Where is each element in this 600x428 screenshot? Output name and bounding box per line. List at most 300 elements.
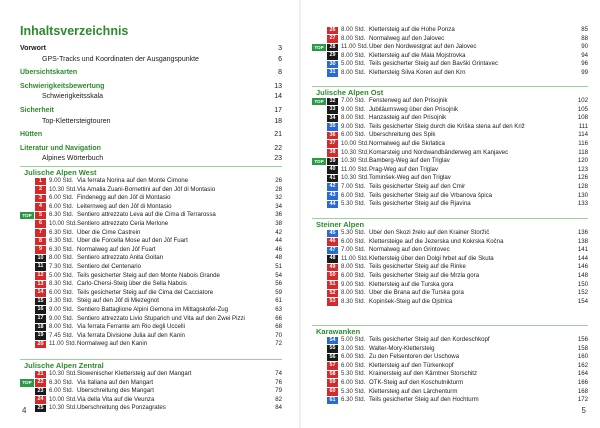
route-number-badge: 48	[327, 255, 338, 263]
top-tour-badge	[20, 195, 34, 202]
route-page: 133	[577, 200, 588, 208]
top-tour-badge: TOP	[20, 379, 34, 386]
route-number-badge: 26	[327, 27, 338, 35]
toc-entry-page: 6	[278, 55, 282, 63]
route-page: 114	[578, 131, 588, 139]
section-heading: Steiner Alpen	[312, 218, 588, 229]
route-page: 70	[275, 331, 282, 339]
toc-entry-page: 8	[278, 69, 282, 77]
route-name: Klettersteig auf den Türkenkopf	[369, 361, 454, 369]
route-name: Via della Vita auf die Veunza	[77, 395, 155, 403]
top-tour-badge	[20, 315, 34, 322]
route-row	[20, 340, 282, 349]
route-row	[312, 140, 588, 149]
route-page: 74	[275, 370, 282, 377]
route-number-badge: 10	[35, 255, 46, 263]
top-tour-badge	[312, 61, 326, 68]
route-name: Jubiläumsweg über den Prisojnik	[369, 105, 459, 113]
route-duration: 7.45 Std.	[49, 331, 74, 339]
route-number-badge: 38	[327, 149, 338, 157]
route-row	[312, 370, 588, 379]
toc-entry-title: Schwierigkeitsbewertung	[20, 82, 105, 90]
route-duration: 6.00 Std.	[341, 271, 366, 279]
route-name: Findenegg auf den Jôf di Montasio	[77, 194, 171, 202]
route-row	[20, 289, 282, 298]
top-tour-badge	[312, 247, 326, 254]
top-tour-badge: TOP	[312, 44, 326, 51]
route-page: 44	[275, 237, 282, 245]
route-duration: 9.00 Std.	[341, 105, 366, 113]
route-row	[312, 200, 588, 209]
route-number-badge: 32	[327, 98, 338, 106]
section-heading: Julische Alpen Zentral	[20, 359, 282, 370]
route-number-badge: 39	[327, 158, 338, 166]
route-row	[312, 106, 588, 115]
route-row	[312, 60, 588, 69]
route-duration: 3.30 Std.	[49, 297, 74, 305]
route-row	[20, 396, 282, 405]
top-tour-badge	[312, 290, 326, 297]
route-number-badge: 36	[327, 132, 338, 140]
top-tour-badge	[20, 371, 34, 378]
route-page: 46	[275, 245, 282, 253]
route-duration: 8.00 Std.	[341, 26, 366, 33]
route-duration: 6.30 Std.	[49, 228, 74, 236]
route-name: Teils gesicherter Steig auf den Kordeschkopf	[369, 336, 490, 343]
route-number-badge: 42	[327, 183, 338, 191]
route-number-badge: 37	[327, 140, 338, 148]
route-number-badge: 31	[327, 69, 338, 77]
route-row	[20, 280, 282, 289]
route-name: Komarsteig und Nordwandbänderweg am Kanjavec	[369, 148, 509, 156]
route-page: 108	[577, 114, 588, 122]
route-number-badge: 40	[327, 166, 338, 174]
route-duration: 3.00 Std.	[341, 344, 366, 352]
route-row	[20, 332, 282, 341]
route-duration: 6.00 Std.	[341, 237, 366, 245]
toc-entry-title: Hütten	[20, 131, 43, 139]
toc-entry-page: 3	[278, 45, 282, 52]
route-page: 152	[577, 289, 588, 297]
route-row	[312, 114, 588, 123]
top-tour-badge	[312, 238, 326, 245]
route-name: Über den Skozi žrelo auf den Krainer Storžič	[369, 229, 490, 236]
route-duration: 9.00 Std.	[49, 305, 74, 313]
route-number-badge: 24	[35, 396, 46, 404]
top-tour-badge	[20, 238, 34, 245]
route-row	[312, 131, 588, 140]
route-page: 82	[275, 395, 282, 403]
route-name: Via Italiana auf den Mangart	[77, 378, 154, 386]
route-duration: 10.00 Std.	[341, 139, 369, 147]
route-number-badge: 7	[35, 229, 46, 237]
route-duration: 6.30 Std.	[49, 211, 74, 219]
route-name: Teils gesicherter Steig auf den Hochturm	[369, 396, 479, 404]
top-tour-badge	[20, 388, 34, 395]
top-tour-badge	[312, 380, 326, 387]
route-number-badge: 50	[327, 272, 338, 280]
route-row	[312, 157, 588, 166]
route-duration: 6.30 Std.	[341, 396, 366, 404]
route-page: 56	[275, 280, 282, 288]
route-number-badge: 29	[327, 52, 338, 60]
route-page: 102	[577, 97, 588, 104]
top-tour-badge	[312, 298, 326, 305]
top-tour-badge	[20, 298, 34, 305]
route-page: 68	[275, 323, 282, 331]
route-number-badge: 34	[327, 115, 338, 123]
section-julische-alpen-zentral	[20, 359, 282, 413]
route-name: Klettersteig auf den Lärchenturm	[369, 387, 458, 395]
route-duration: 6.00 Std.	[49, 387, 74, 395]
route-name: Überschreitung des Mangart	[77, 387, 154, 395]
route-number-badge: 52	[327, 290, 338, 298]
route-duration: 11.00 Std.	[341, 43, 369, 51]
route-number-badge: 17	[35, 315, 46, 323]
route-name: Teils gesicherter Steig durch die Kriška stena auf den Križ	[369, 122, 525, 130]
route-number-badge: 22	[35, 379, 46, 387]
route-duration: 8.00 Std.	[341, 114, 366, 122]
route-row	[20, 297, 282, 306]
route-duration: 5.30 Std.	[341, 200, 366, 208]
route-name: Klettersteig auf die Turska gora	[369, 280, 454, 288]
top-tour-badge	[20, 307, 34, 314]
route-duration: 6.00 Std.	[341, 353, 366, 361]
route-duration: 8.00 Std.	[341, 263, 366, 271]
route-row	[20, 220, 282, 229]
toc-entry	[20, 130, 282, 141]
route-number-badge: 35	[327, 123, 338, 131]
route-name: Kopinšek-Steig auf die Ojstrica	[369, 297, 453, 305]
route-duration: 8.00 Std.	[341, 34, 366, 42]
route-row	[312, 123, 588, 132]
top-tour-badge	[312, 201, 326, 208]
route-row	[312, 281, 588, 290]
top-tour-badge	[20, 186, 34, 193]
route-name: Via Amalia Zuani-Bornettini auf den Jôf di Montasio	[77, 185, 216, 193]
route-row	[312, 174, 588, 183]
top-tour-badge	[20, 324, 34, 331]
route-name: Normalweg auf den Grintovec	[369, 246, 450, 254]
route-row	[20, 306, 282, 315]
route-name: Sentiero Battaglione Alpini Gemona im Mittagskofel-Zug	[77, 305, 229, 313]
top-tour-badge	[312, 115, 326, 122]
route-duration: 11.00 Std.	[341, 254, 369, 262]
toc-entry	[20, 92, 282, 103]
route-row	[312, 336, 588, 345]
top-tour-badge	[312, 141, 326, 148]
top-tour-badge	[20, 332, 34, 339]
route-number-badge: 60	[327, 388, 338, 396]
route-number-badge: 56	[327, 354, 338, 362]
route-number-badge: 55	[327, 345, 338, 353]
route-page: 66	[275, 314, 282, 322]
route-duration: 5.00 Std.	[341, 60, 366, 68]
route-row	[312, 183, 588, 192]
route-row	[312, 246, 588, 255]
route-name: Teils gesicherter Steig auf die Rinke	[369, 263, 466, 271]
route-page: 28	[275, 185, 282, 193]
route-page: 76	[275, 378, 282, 386]
section-karawanken	[312, 325, 588, 405]
route-number-badge: 5	[35, 212, 46, 220]
route-duration: 7.00 Std.	[341, 97, 366, 104]
route-number-badge: 30	[327, 61, 338, 69]
route-page: 34	[275, 202, 282, 210]
route-number-badge: 44	[327, 201, 338, 209]
route-page: 150	[577, 280, 588, 288]
route-row	[312, 35, 588, 44]
route-row	[20, 387, 282, 396]
route-row	[312, 255, 588, 264]
top-tour-badge	[312, 354, 326, 361]
route-row	[20, 246, 282, 255]
toc-entry	[20, 82, 282, 93]
route-number-badge: 49	[327, 264, 338, 272]
top-tour-badge	[312, 264, 326, 271]
section-heading: Julische Alpen Ost	[312, 86, 588, 97]
page-number-right: 5	[581, 406, 586, 415]
top-tour-badge	[312, 281, 326, 288]
route-duration: 9.00 Std.	[49, 314, 74, 322]
route-duration: 5.00 Std.	[341, 336, 366, 343]
route-row	[312, 362, 588, 371]
top-tour-badge	[312, 184, 326, 191]
route-page: 38	[275, 219, 282, 227]
toc-entry-title: Sicherheit	[20, 106, 54, 114]
route-name: Klettersteig über den Dolgi hrbet auf die Skuta	[369, 254, 494, 262]
route-page: 105	[577, 105, 588, 113]
route-duration: 11.00 Std.	[49, 340, 77, 348]
route-number-badge: 4	[35, 203, 46, 211]
route-page: 72	[275, 340, 282, 348]
route-duration: 9.00 Std.	[341, 122, 366, 130]
route-duration: 6.00 Std.	[49, 194, 74, 202]
top-tour-badge	[312, 255, 326, 262]
route-row	[20, 237, 282, 246]
route-name: Sentiero del Centenario	[77, 262, 142, 270]
route-row	[20, 404, 282, 413]
route-duration: 7.00 Std.	[341, 182, 366, 190]
route-page: 96	[581, 60, 588, 68]
route-duration: 7.30 Std.	[49, 262, 74, 270]
route-page: 126	[577, 174, 588, 182]
route-page: 88	[581, 34, 588, 42]
section-heading: Karawanken	[312, 325, 588, 336]
route-name: Via ferrata Divisione Julia auf den Kanin	[77, 331, 185, 339]
route-row	[20, 229, 282, 238]
route-duration: 9.00 Std.	[49, 177, 74, 184]
route-row	[312, 345, 588, 354]
route-number-badge: 15	[35, 298, 46, 306]
route-name: Via ferrata Ferrante am Rio degli Uccelli	[77, 323, 185, 331]
top-tour-badge	[312, 397, 326, 404]
route-name: Normalweg auf den Kanin	[77, 340, 148, 348]
route-name: Via ferrata Norina auf den Monte Cimone	[77, 177, 188, 184]
section-heading: Julische Alpen West	[20, 166, 282, 177]
toc-front-matter	[20, 44, 282, 165]
route-row	[312, 289, 588, 298]
route-duration: 10.30 Std.	[341, 148, 369, 156]
top-tour-badge	[312, 192, 326, 199]
top-tour-badge	[20, 281, 34, 288]
route-duration: 10.30 Std.	[49, 404, 77, 412]
route-row	[20, 186, 282, 195]
top-tour-badge	[312, 35, 326, 42]
route-name: Leiternweg auf den Jôf di Montasio	[77, 202, 172, 210]
route-number-badge: 27	[327, 35, 338, 43]
route-number-badge: 43	[327, 192, 338, 200]
top-tour-badge	[20, 203, 34, 210]
route-name: Hanzasteig auf den Prisojnik	[369, 114, 447, 122]
route-page: 116	[578, 139, 588, 147]
route-row	[312, 26, 588, 35]
route-number-badge: 18	[35, 324, 46, 332]
route-row	[312, 353, 588, 362]
route-row	[312, 229, 588, 238]
route-name: Tominšek-Weg auf den Triglav	[369, 174, 451, 182]
route-number-badge: 19	[35, 332, 46, 340]
top-tour-badge	[312, 106, 326, 113]
route-name: Krainersteig auf den Kärntner Storschitz	[369, 370, 478, 378]
route-duration: 8.00 Std.	[49, 323, 74, 331]
toc-entry	[20, 154, 282, 165]
route-duration: 5.00 Std.	[49, 271, 74, 279]
route-page: 162	[577, 361, 588, 369]
route-number-badge: 53	[327, 298, 338, 306]
route-page: 120	[577, 157, 588, 165]
top-tour-badge	[312, 175, 326, 182]
toc-entry	[20, 144, 282, 155]
route-number-badge: 47	[327, 247, 338, 255]
route-name: Teils gesicherter Steig auf den Monte Nabois Grande	[77, 271, 220, 279]
toc-entry	[20, 106, 282, 117]
route-page: 158	[577, 344, 588, 352]
route-name: Teils gesicherter Steig auf die Cima del Cacciatore	[77, 288, 214, 296]
top-tour-badge	[312, 362, 326, 369]
toc-entry-title: Übersichtskarten	[20, 69, 78, 77]
route-page: 48	[275, 254, 282, 262]
route-duration: 11.00 Std.	[341, 165, 369, 173]
route-number-badge: 12	[35, 272, 46, 280]
route-name: Carlo-Chersi-Steig über die Sella Nabois	[77, 280, 187, 288]
top-tour-badge	[312, 166, 326, 173]
section-julische-alpen-west	[20, 166, 282, 349]
route-page: 146	[577, 263, 588, 271]
route-number-badge: 20	[35, 341, 46, 349]
top-tour-badge	[312, 27, 326, 34]
route-row	[312, 272, 588, 281]
top-tour-badge	[312, 337, 326, 344]
route-name: Klettersteig auf die Mala Mojstrovka	[369, 51, 466, 59]
route-row	[20, 194, 282, 203]
route-page: 42	[275, 228, 282, 236]
route-name: Über die Cime Castrein	[77, 228, 141, 236]
route-number-badge: 21	[35, 371, 46, 379]
route-duration: 8.00 Std.	[341, 51, 366, 59]
route-name: Teils gesicherter Steig auf die Rjavina	[369, 200, 471, 208]
route-page: 85	[581, 26, 588, 33]
route-number-badge: 1	[35, 178, 46, 186]
route-number-badge: 41	[327, 175, 338, 183]
route-name: Klettersteig Silva Koren auf den Krn	[369, 68, 466, 76]
route-duration: 5.30 Std.	[341, 387, 366, 395]
route-page: 172	[577, 396, 588, 404]
top-tour-badge	[312, 345, 326, 352]
route-duration: 6.00 Std.	[341, 378, 366, 386]
route-number-badge: 2	[35, 186, 46, 194]
route-duration: 7.00 Std.	[341, 246, 366, 254]
route-page: 51	[275, 262, 282, 270]
toc-entry	[20, 44, 282, 55]
top-tour-badge	[20, 341, 34, 348]
route-duration: 6.30 Std.	[49, 378, 74, 386]
route-page: 148	[577, 271, 588, 279]
route-number-badge: 46	[327, 238, 338, 246]
route-number-badge: 25	[35, 405, 46, 413]
route-duration: 5.30 Std.	[341, 370, 366, 378]
route-name: Sentiero attrezzato Anita Goitan	[77, 254, 164, 262]
top-tour-badge	[20, 178, 34, 185]
section-steiner-alpen	[312, 218, 588, 306]
toc-entry-title: Schwierigkeitsskala	[42, 93, 104, 101]
route-name: Teils gesicherter Steig auf den Bavški Grintavec	[369, 60, 499, 68]
route-name: Überschreitung des Špik	[369, 131, 436, 139]
route-page: 99	[581, 68, 588, 76]
route-row	[20, 323, 282, 332]
route-page: 154	[577, 297, 588, 305]
route-row	[20, 211, 282, 220]
route-name: Prag-Weg auf den Triglav	[369, 165, 438, 173]
route-page: 156	[577, 336, 588, 343]
route-name: Teils gesicherter Steig auf die Mrzla gora	[369, 271, 480, 279]
toc-entry-title: Top-Klettersteigtouren	[42, 117, 111, 125]
route-page: 54	[275, 271, 282, 279]
route-page: 168	[577, 387, 588, 395]
route-number-badge: 3	[35, 195, 46, 203]
route-name: Klettersteige auf die Jezerska und Kokrska Kočna	[369, 237, 504, 245]
route-duration: 6.30 Std.	[49, 245, 74, 253]
route-row	[312, 263, 588, 272]
top-tour-badge: TOP	[312, 158, 326, 165]
route-page: 61	[275, 297, 282, 305]
route-row	[20, 315, 282, 324]
route-name: Fensterweg auf den Prisojnik	[369, 97, 448, 104]
route-page: 90	[581, 43, 588, 51]
route-row	[312, 97, 588, 106]
page-title: Inhaltsverzeichnis	[20, 24, 129, 38]
route-duration: 8.30 Std.	[341, 297, 366, 305]
route-page: 59	[275, 288, 282, 296]
route-row	[20, 379, 282, 388]
toc-entry	[20, 55, 282, 66]
route-name: Zu den Felsentoren der Uschowa	[369, 353, 460, 361]
route-number-badge: 14	[35, 289, 46, 297]
route-duration: 8.00 Std.	[341, 68, 366, 76]
route-number-badge: 28	[327, 44, 338, 52]
route-row	[20, 254, 282, 263]
toc-entry-page: 14	[274, 93, 282, 101]
route-name: Überschreitung des Ponzagrates	[77, 404, 166, 412]
route-duration: 8.00 Std.	[341, 289, 366, 297]
route-name: Sentiero attrezzato Leva auf die Cima di Terrarossa	[77, 211, 216, 219]
route-duration: 5.30 Std.	[341, 229, 366, 236]
top-tour-badge	[20, 272, 34, 279]
route-duration: 6.00 Std.	[49, 288, 74, 296]
route-duration: 10.30 Std.	[49, 370, 77, 377]
top-tour-badge	[20, 246, 34, 253]
top-tour-badge	[312, 230, 326, 237]
